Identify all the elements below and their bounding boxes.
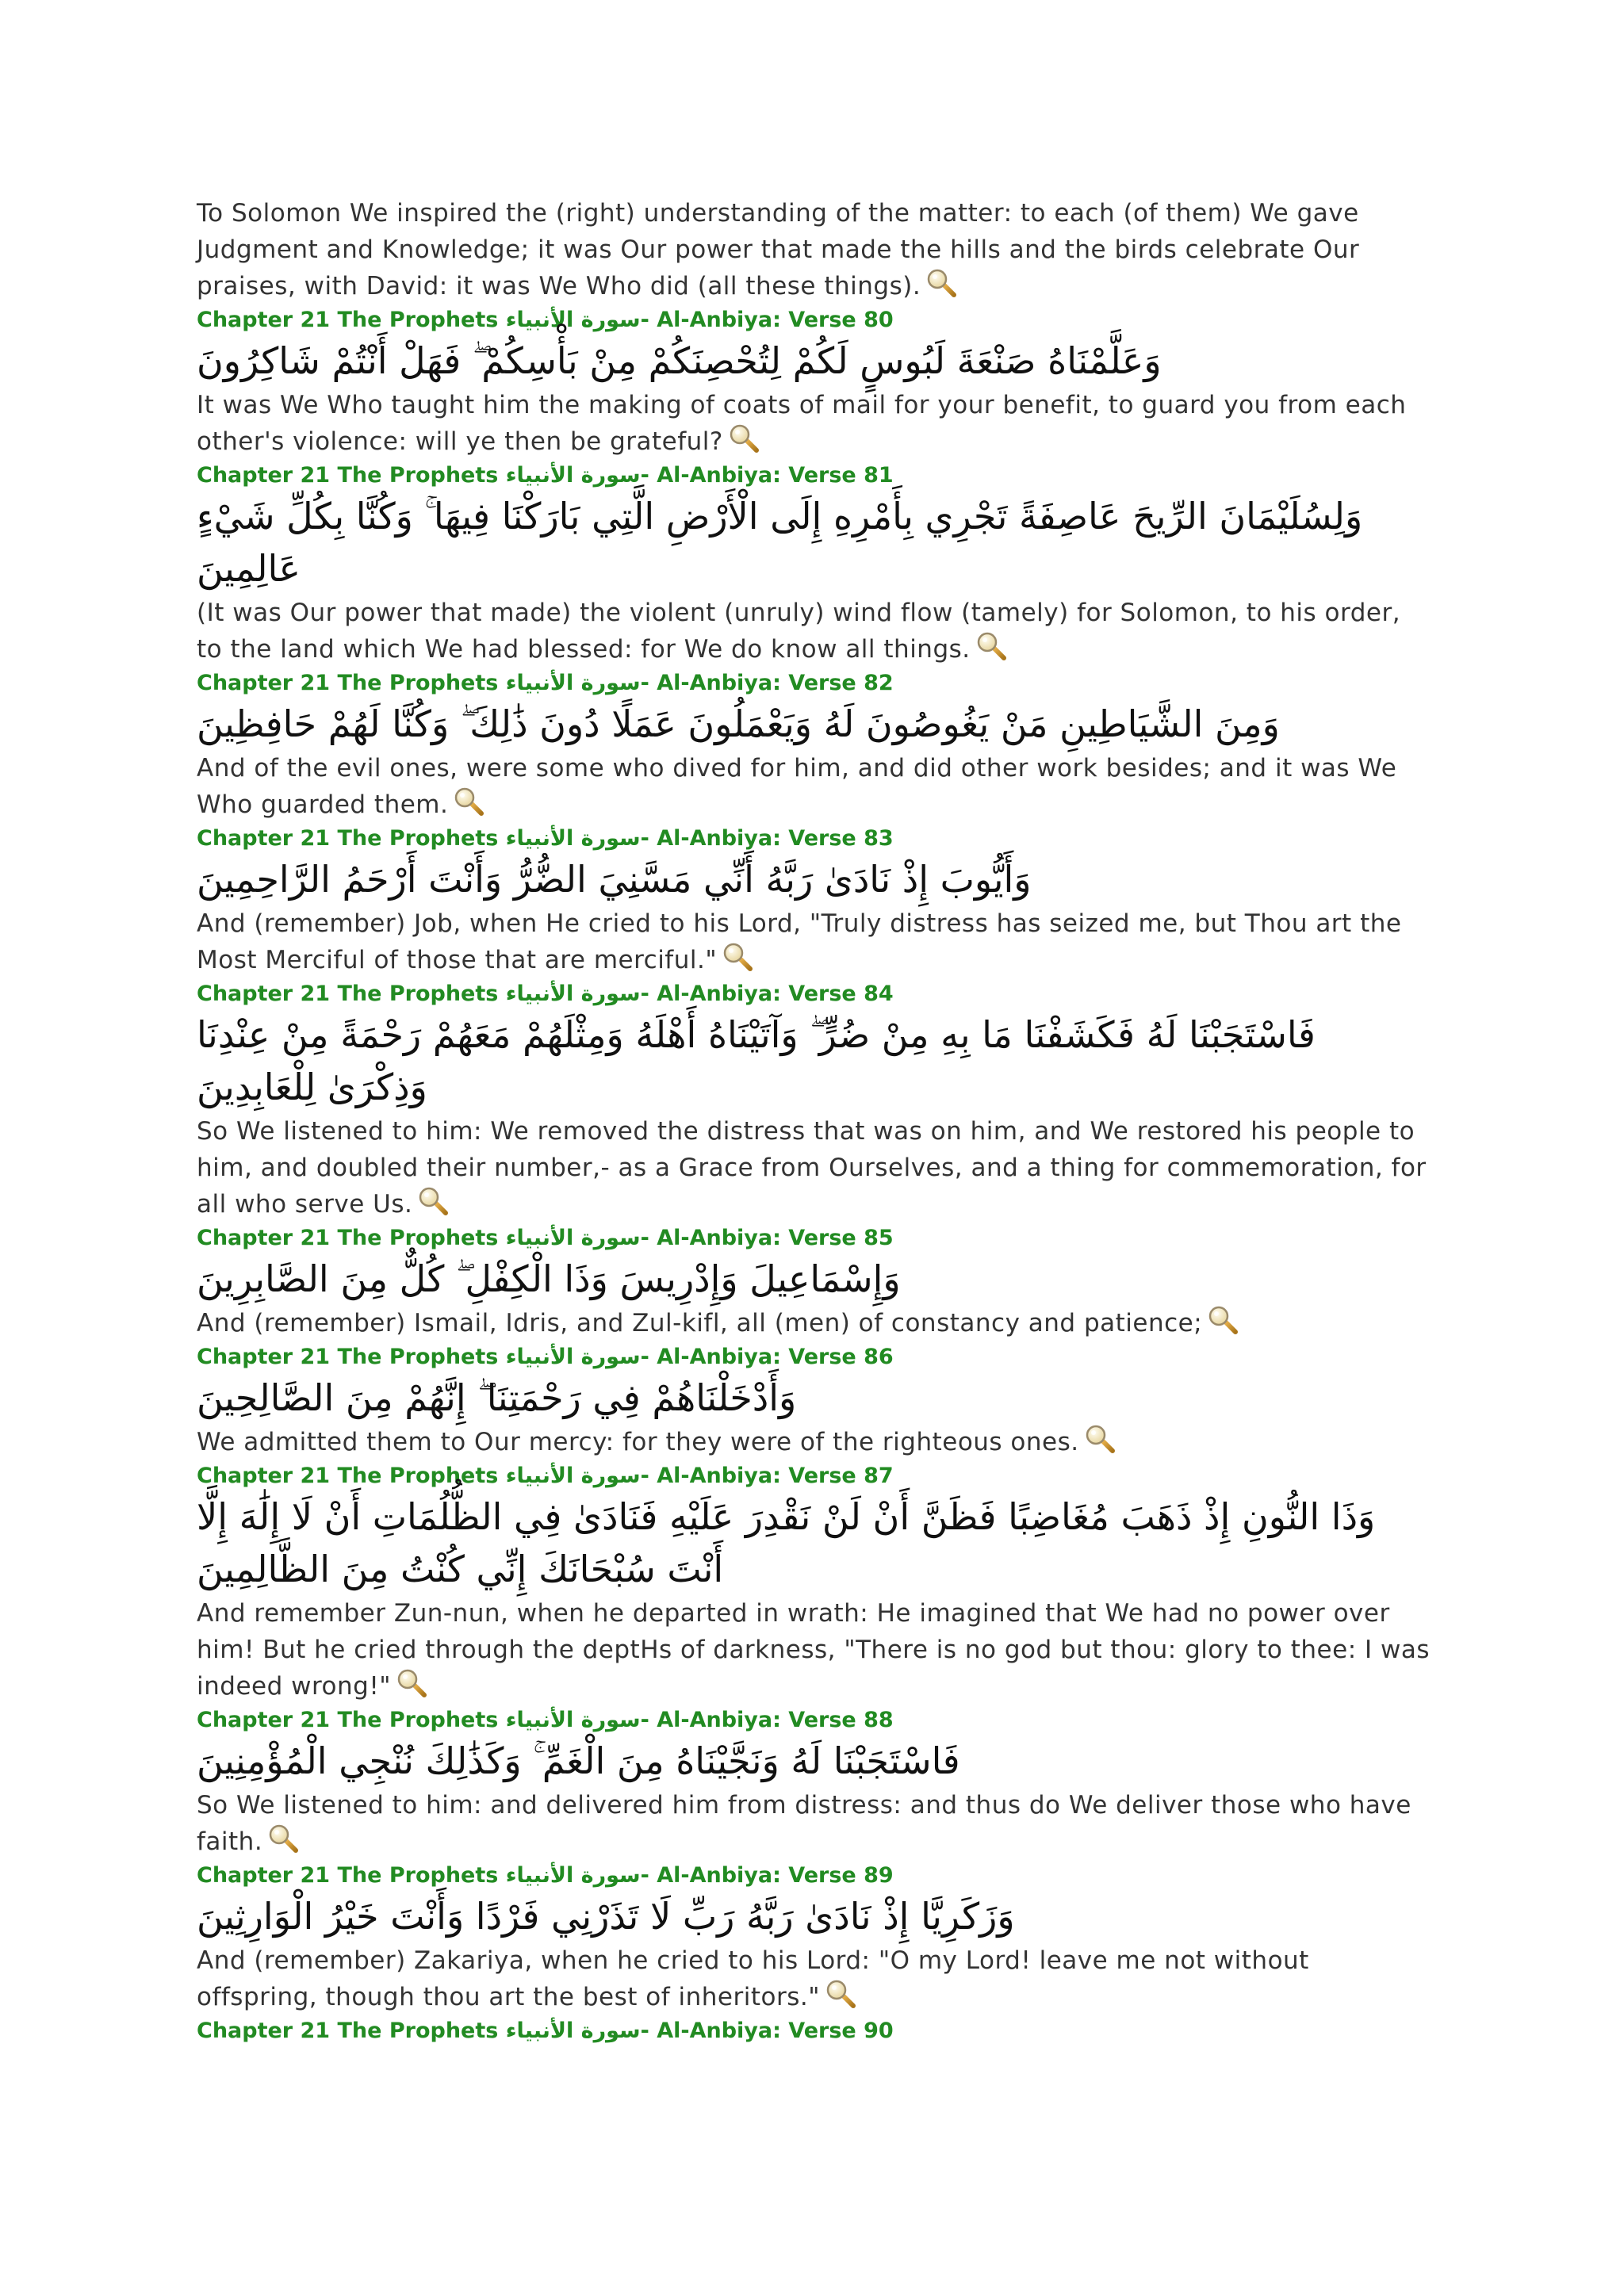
- verse-number: Verse 83: [788, 826, 894, 851]
- verse-heading: [197, 1862, 1434, 1890]
- translation-text: (It was Our power that made) the violent (unruly) wind flow (tamely) for Solomon, to his order, to the land which We had blessed: for We do know all things.: [197, 599, 1401, 664]
- surah-arabic-name: سورة الأنبياء: [505, 308, 641, 332]
- chapter-label: Chapter 21 The Prophets: [197, 1226, 499, 1250]
- arabic-verse-text: فَاسْتَجَبْنَا لَهُ فَكَشَفْنَا مَا بِهِ مِنْ ضُرٍّ ۖ وَآتَيْنَاهُ أَهْلَهُ وَمِثْلَهُمْ مَعَهُمْ رَحْمَةً مِنْ عِنْدِنَا وَذِكْرَىٰ لِلْعَابِدِينَ: [197, 1013, 1316, 1108]
- page-content: [197, 195, 1434, 2045]
- surah-latin-name: - Al-Anbiya:: [640, 826, 781, 851]
- verse-heading: [197, 1343, 1434, 1372]
- surah-latin-name: - Al-Anbiya:: [640, 2019, 781, 2043]
- translation-text: And (remember) Job, when He cried to his Lord, "Truly distress has seized me, but Thou art the Most Merciful of those that are merciful.": [197, 909, 1402, 974]
- surah-latin-name: - Al-Anbiya:: [640, 463, 781, 488]
- magnifier-icon[interactable]: [1084, 1425, 1116, 1453]
- surah-arabic-name: سورة الأنبياء: [505, 1464, 641, 1488]
- chapter-label: Chapter 21 The Prophets: [197, 1708, 499, 1732]
- surah-latin-name: - Al-Anbiya:: [640, 308, 781, 332]
- chapter-label: Chapter 21 The Prophets: [197, 308, 499, 332]
- verse-number: Verse 81: [788, 463, 894, 488]
- verse-translation: [197, 1113, 1434, 1223]
- arabic-verse-text: فَاسْتَجَبْنَا لَهُ وَنَجَّيْنَاهُ مِنَ الْغَمِّ ۚ وَكَذَٰلِكَ نُنْجِي الْمُؤْمِنِينَ: [197, 1739, 960, 1782]
- verse-heading: [197, 825, 1434, 853]
- translation-text: It was We Who taught him the making of coats of mail for your benefit, to guard you from each other's violence: will ye then be grateful?: [197, 391, 1407, 456]
- magnifier-icon[interactable]: [722, 943, 753, 971]
- verse-number: Verse 89: [788, 1863, 894, 1888]
- verse-number: Verse 86: [788, 1345, 894, 1369]
- verse-heading: [197, 1706, 1434, 1735]
- surah-arabic-name: سورة الأنبياء: [505, 2019, 641, 2043]
- verse-translation: [197, 1424, 1434, 1460]
- intro-translation: [197, 195, 1434, 304]
- verse-number: Verse 84: [788, 982, 894, 1006]
- arabic-verse-text: وَزَكَرِيَّا إِذْ نَادَىٰ رَبَّهُ رَبِّ لَا تَذَرْنِي فَرْدًا وَأَنْتَ خَيْرُ الْوَارِثِينَ: [197, 1895, 1015, 1938]
- surah-latin-name: - Al-Anbiya:: [640, 1708, 781, 1732]
- translation-text: And remember Zun-nun, when he departed in wrath: He imagined that We had no power over him! But he cried through the deptHs of darkness, "There is no god but thou: glory to thee: I was indeed wrong!": [197, 1599, 1430, 1701]
- surah-latin-name: - Al-Anbiya:: [640, 1226, 781, 1250]
- verse-heading: [197, 461, 1434, 490]
- verse-translation: [197, 1595, 1434, 1705]
- verse-heading: [197, 306, 1434, 335]
- magnifier-icon[interactable]: [396, 1669, 427, 1697]
- arabic-verse-text: وَإِسْمَاعِيلَ وَإِدْرِيسَ وَذَا الْكِفْلِ ۖ كُلٌّ مِنَ الصَّابِرِينَ: [197, 1257, 901, 1300]
- surah-latin-name: - Al-Anbiya:: [640, 1345, 781, 1369]
- surah-latin-name: - Al-Anbiya:: [640, 1464, 781, 1488]
- magnifier-icon[interactable]: [267, 1824, 299, 1853]
- surah-latin-name: - Al-Anbiya:: [640, 671, 781, 695]
- arabic-verse-text: وَمِنَ الشَّيَاطِينِ مَنْ يَغُوصُونَ لَهُ وَيَعْمَلُونَ عَمَلًا دُونَ ذَٰلِكَ ۖ وَكُنَّا لَهُمْ حَافِظِينَ: [197, 702, 1280, 745]
- verse-heading: [197, 980, 1434, 1008]
- chapter-label: Chapter 21 The Prophets: [197, 826, 499, 851]
- verse-translation: [197, 1787, 1434, 1860]
- verse-number: Verse 90: [788, 2019, 894, 2043]
- verse-number: Verse 82: [788, 671, 894, 695]
- verse-translation: [197, 595, 1434, 668]
- verse-number: Verse 80: [788, 308, 894, 332]
- verse-heading: [197, 1224, 1434, 1253]
- chapter-label: Chapter 21 The Prophets: [197, 2019, 499, 2043]
- arabic-verse-text: وَلِسُلَيْمَانَ الرِّيحَ عَاصِفَةً تَجْرِي بِأَمْرِهِ إِلَى الْأَرْضِ الَّتِي بَارَكْنَا فِيهَا ۚ وَكُنَّا بِكُلِّ شَيْءٍ عَالِمِينَ: [197, 495, 1363, 590]
- translation-text: We admitted them to Our mercy: for they were of the righteous ones.: [197, 1428, 1079, 1456]
- translation-text: To Solomon We inspired the (right) understanding of the matter: to each (of them) We gave Judgment and Knowledge; it was Our power that made the hills and the birds celebrate Our praises, with David: it was We Who did (all these things).: [197, 199, 1360, 300]
- verse-heading: [197, 669, 1434, 698]
- translation-text: And (remember) Ismail, Idris, and Zul-kifl, all (men) of constancy and patience;: [197, 1309, 1203, 1337]
- magnifier-icon[interactable]: [925, 269, 957, 297]
- translation-text: And of the evil ones, were some who dived for him, and did other work besides; and it was We Who guarded them.: [197, 754, 1397, 819]
- verse-translation: [197, 750, 1434, 823]
- translation-text: So We listened to him: and delivered him from distress: and thus do We deliver those who have faith.: [197, 1791, 1411, 1856]
- surah-arabic-name: سورة الأنبياء: [505, 982, 641, 1006]
- chapter-label: Chapter 21 The Prophets: [197, 671, 499, 695]
- magnifier-icon[interactable]: [1207, 1306, 1239, 1334]
- surah-latin-name: - Al-Anbiya:: [640, 1863, 781, 1888]
- surah-arabic-name: سورة الأنبياء: [505, 826, 641, 851]
- magnifier-icon[interactable]: [728, 424, 760, 453]
- magnifier-icon[interactable]: [825, 1980, 856, 2008]
- verse-translation: [197, 1305, 1434, 1341]
- arabic-verse-text: وَأَدْخَلْنَاهُمْ فِي رَحْمَتِنَا ۖ إِنَّهُمْ مِنَ الصَّالِحِينَ: [197, 1376, 797, 1419]
- surah-arabic-name: سورة الأنبياء: [505, 1708, 641, 1732]
- magnifier-icon[interactable]: [417, 1187, 449, 1215]
- chapter-label: Chapter 21 The Prophets: [197, 463, 499, 488]
- verse-list: [197, 306, 1434, 2045]
- translation-text: So We listened to him: We removed the distress that was on him, and We restored his people to him, and doubled their number,- as a Grace from Ourselves, and a thing for commemoration, for all who serve Us.: [197, 1117, 1427, 1219]
- arabic-verse-text: وَذَا النُّونِ إِذْ ذَهَبَ مُغَاضِبًا فَظَنَّ أَنْ لَنْ نَقْدِرَ عَلَيْهِ فَنَادَىٰ فِي الظُّلُمَاتِ أَنْ لَا إِلَٰهَ إِلَّا أَنْتَ سُبْحَانَكَ إِنِّي كُنْتُ مِنَ الظَّالِمِينَ: [197, 1495, 1376, 1590]
- chapter-label: Chapter 21 The Prophets: [197, 1464, 499, 1488]
- chapter-label: Chapter 21 The Prophets: [197, 1345, 499, 1369]
- verse-translation: [197, 1942, 1434, 2015]
- verse-number: Verse 85: [788, 1226, 894, 1250]
- verse-number: Verse 88: [788, 1708, 894, 1732]
- translation-text: And (remember) Zakariya, when he cried to his Lord: "O my Lord! leave me not without offspring, though thou art the best of inheritors.": [197, 1946, 1309, 2011]
- surah-arabic-name: سورة الأنبياء: [505, 1226, 641, 1250]
- verse-translation: [197, 387, 1434, 460]
- arabic-verse-text: وَعَلَّمْنَاهُ صَنْعَةَ لَبُوسٍ لَكُمْ لِتُحْصِنَكُمْ مِنْ بَأْسِكُمْ ۖ فَهَلْ أَنْتُمْ شَاكِرُونَ: [197, 339, 1162, 382]
- magnifier-icon[interactable]: [975, 632, 1007, 660]
- verse-translation: [197, 905, 1434, 978]
- surah-arabic-name: سورة الأنبياء: [505, 1345, 641, 1369]
- chapter-label: Chapter 21 The Prophets: [197, 1863, 499, 1888]
- verse-heading: [197, 2017, 1434, 2045]
- surah-arabic-name: سورة الأنبياء: [505, 1863, 641, 1888]
- surah-arabic-name: سورة الأنبياء: [505, 671, 641, 695]
- surah-arabic-name: سورة الأنبياء: [505, 463, 641, 488]
- chapter-label: Chapter 21 The Prophets: [197, 982, 499, 1006]
- verse-heading: [197, 1462, 1434, 1490]
- surah-latin-name: - Al-Anbiya:: [640, 982, 781, 1006]
- arabic-verse-text: وَأَيُّوبَ إِذْ نَادَىٰ رَبَّهُ أَنِّي مَسَّنِيَ الضُّرُّ وَأَنْتَ أَرْحَمُ الرَّاحِمِينَ: [197, 858, 1032, 901]
- magnifier-icon[interactable]: [453, 787, 485, 816]
- verse-number: Verse 87: [788, 1464, 894, 1488]
